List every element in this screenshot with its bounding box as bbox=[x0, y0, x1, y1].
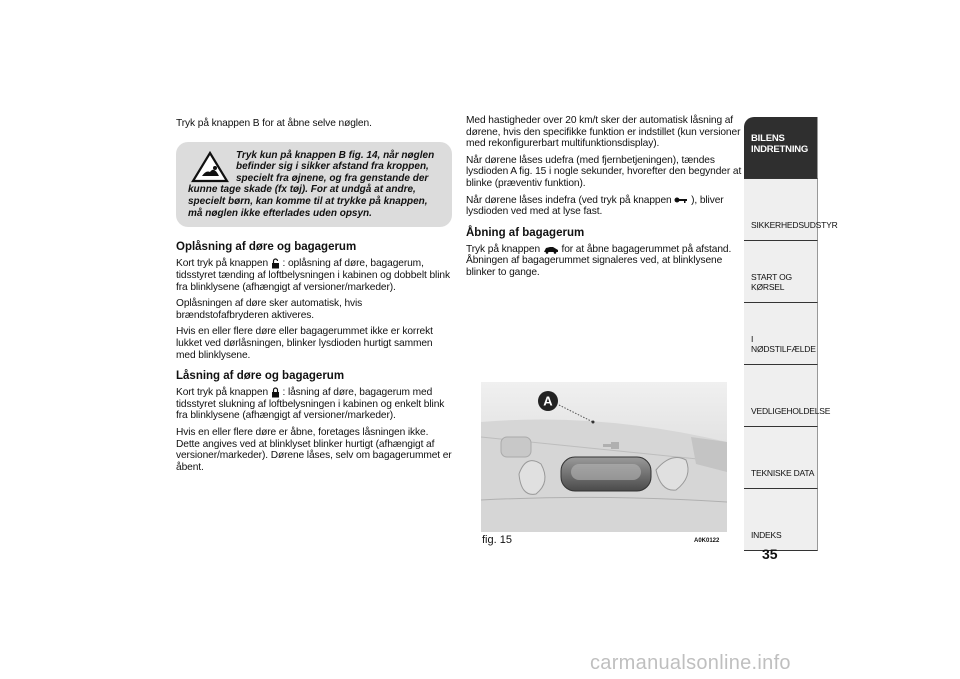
trunk-heading: Åbning af bagagerum bbox=[466, 226, 585, 239]
right-paragraph-3 bbox=[466, 195, 742, 218]
unlock-paragraph-3: Hvis en eller flere døre eller bagagerummet ikke er korrekt lukket ved dørlåsningen, blinker lysdioden hurtigt sammen med blinklysene. bbox=[176, 326, 433, 361]
tab-i-nodstilfaelde[interactable] bbox=[744, 303, 818, 365]
lock-heading: Låsning af døre og bagagerum bbox=[176, 370, 345, 383]
unlock-paragraph-1 bbox=[176, 258, 452, 293]
right-paragraph-2: Når dørene låses udefra (med fjernbetjeningen), tændes lysdioden A fig. 15 i nogle sekunder, hvorefter den begynder at blinke (præventiv funktion). bbox=[466, 154, 742, 189]
warning-box bbox=[176, 142, 452, 228]
tab-label: I NØDSTILFÆLDE bbox=[751, 334, 816, 354]
tab-start-og-korsel[interactable] bbox=[744, 241, 818, 303]
right-p3-start: Når dørene låses indefra (ved tryk på knappen bbox=[466, 194, 672, 206]
trunk-p1-start: Tryk på knappen bbox=[466, 243, 541, 255]
tab-sikkerhedsudstyr[interactable] bbox=[744, 179, 838, 241]
trunk-paragraph bbox=[466, 244, 742, 279]
trunk-p1-end: for at åbne bagagerummet på afstand. Åbningen af bagagerummet signaleres ved, at blinklysene blinker to gange. bbox=[466, 243, 732, 278]
tab-label: START OG KØRSEL bbox=[751, 272, 792, 292]
figure-key-photo bbox=[481, 382, 727, 532]
tab-vedligeholdelse[interactable] bbox=[744, 365, 831, 427]
tab-tekniske-data[interactable] bbox=[744, 427, 818, 489]
lock-paragraph-1 bbox=[176, 387, 452, 422]
unlock-p1-start: Kort tryk på knappen bbox=[176, 258, 269, 270]
figure-code: A0K0122 bbox=[694, 538, 720, 544]
lock-paragraph-2: Hvis en eller flere døre er åbne, foretages låsningen ikke. Dette angives ved at blinklyset blinker hurtigt (afhængigt af versioner/markeder). Dørene låses, selv om bagagerummet er åbent. bbox=[176, 427, 452, 473]
lock-p1-end: : låsning af døre, bagagerum med tidsstyret slukning af loftbelysningen i kabinen og enkelt blink fra blinklysene (afhængigt af versioner/markeder). bbox=[176, 387, 445, 422]
tab-label: INDEKS bbox=[751, 530, 782, 540]
key-button-icon bbox=[674, 196, 688, 204]
watermark: carmanualsonline.info bbox=[590, 652, 791, 674]
right-column bbox=[466, 115, 742, 284]
figure-label-a: A bbox=[543, 393, 553, 409]
unlock-padlock-icon bbox=[271, 258, 280, 269]
key-illustration bbox=[481, 382, 727, 532]
right-paragraph-1: Med hastigheder over 20 km/t sker der automatisk låsning af dørene, hvis den specifikke funktion er indstillet (kun versioner med rekonfigurerbart multifunktionsdisplay). bbox=[466, 115, 741, 150]
tab-label: BILENS INDRETNING bbox=[751, 133, 809, 155]
warning-triangle-icon bbox=[190, 150, 230, 184]
right-p3-end: ), bliver lysdioden ved med at lyse fast. bbox=[466, 194, 724, 218]
lock-padlock-icon bbox=[271, 387, 280, 398]
figure-caption: fig. 15 bbox=[482, 534, 512, 546]
unlock-p1-end: : oplåsning af døre, bagagerum, tidsstyret tænding af loftbelysningen i kabinen og dobbelt blink fra blinklysene (afhængigt af versioner/markeder). bbox=[176, 258, 450, 293]
page-number: 35 bbox=[762, 546, 778, 562]
left-column bbox=[176, 118, 452, 478]
tab-indeks[interactable] bbox=[744, 489, 818, 551]
tab-bilens-indretning[interactable] bbox=[744, 117, 818, 179]
intro-text: Tryk på knappen B for at åbne selve nøglen. bbox=[176, 118, 372, 129]
tab-label: TEKNISKE DATA bbox=[751, 468, 815, 478]
tab-label: VEDLIGEHOLDELSE bbox=[751, 406, 831, 416]
chapter-tabs bbox=[744, 117, 838, 551]
unlock-paragraph-2: Oplåsningen af døre sker automatisk, hvis brændstofafbryderen aktiveres. bbox=[176, 298, 363, 321]
lock-p1-start: Kort tryk på knappen bbox=[176, 387, 269, 399]
tab-label: SIKKERHEDSUDSTYR bbox=[751, 220, 838, 230]
warning-text: Tryk kun på knappen B fig. 14, når nøglen befinder sig i sikker afstand fra kroppen, specielt fra øjnene, og fra genstande der kunne tage skade (fx tøj). For at undgå at andre, specielt børn, kan komme til at trykke på knappen, må nøglen ikke efterlades uden opsyn. bbox=[188, 149, 435, 219]
unlock-heading: Oplåsning af døre og bagagerum bbox=[176, 241, 357, 254]
car-trunk-icon bbox=[543, 245, 559, 254]
